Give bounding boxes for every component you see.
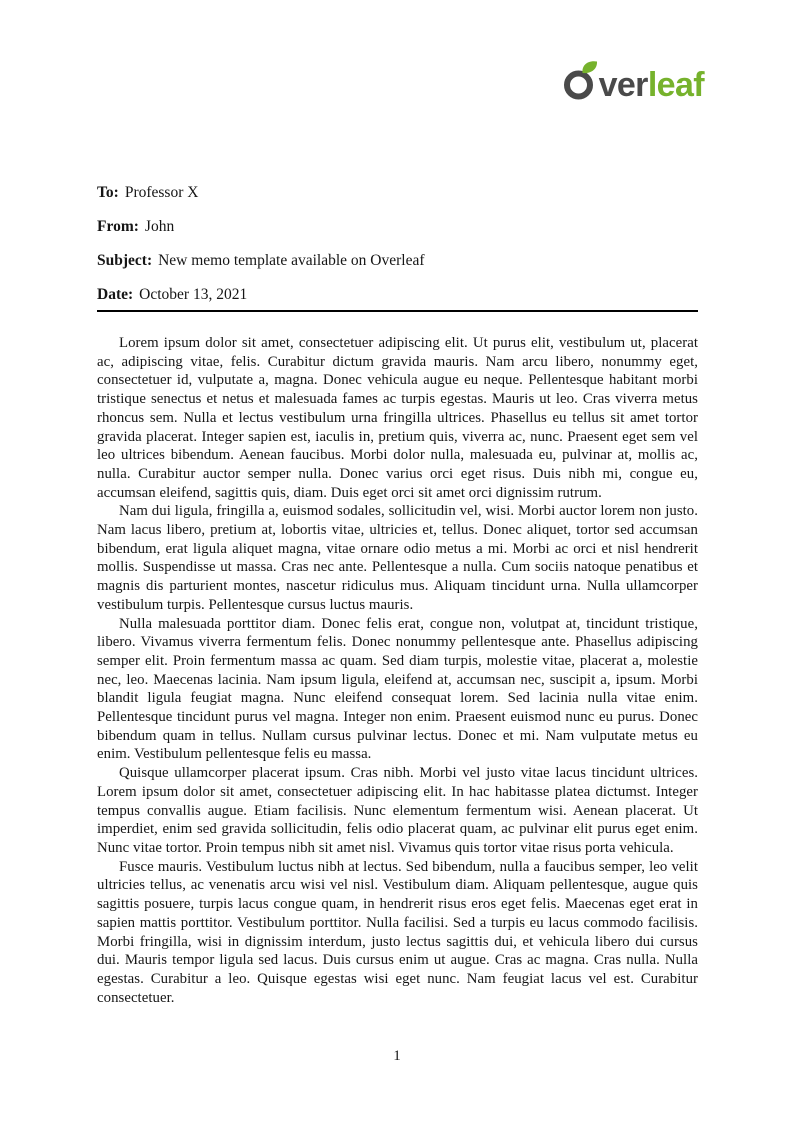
page-footer <box>0 1048 794 1065</box>
memo-field-label: Date: <box>97 286 134 303</box>
memo-field-label: Subject: <box>97 252 153 269</box>
logo-wordmark-dark: ver <box>598 66 648 104</box>
memo-field-subject <box>97 251 698 270</box>
body-paragraph: Quisque ullamcorper placerat ipsum. Cras nibh. Morbi vel justo vitae lacus tincidunt ultrices. Lorem ipsum dolor sit amet, consectetuer adipiscing elit. In hac habitasse platea dictumst. Integer tempus convallis augue. Etiam facilisis. Nunc elementum fermentum wisi. Aenean placerat. Ut imperdiet, enim sed gravida sollicitudin, felis odio placerat quam, ac pulvinar elit purus eget enim. Nunc vitae tortor. Proin tempus nibh sit amet nisl. Vivamus quis tortor vitae risus porta vehicula. <box>97 765 698 856</box>
memo-field-to <box>97 183 698 202</box>
body-paragraph: Nam dui ligula, fringilla a, euismod sodales, sollicitudin vel, wisi. Morbi auctor lorem non justo. Nam lacus libero, pretium at, lobortis vitae, ultricies et, tellus. Donec aliquet, tortor sed accumsan bibendum, erat ligula aliquet magna, vitae ornare odio metus a mi. Morbi ac orci et nisl hendrerit mollis. Suspendisse ut massa. Cras nec ante. Pellentesque a nulla. Cum sociis natoque penatibus et magnis dis parturient montes, nascetur ridiculus mus. Aliquam tincidunt urna. Nulla ullamcorper vestibulum turpis. Pellentesque cursus luctus mauris. <box>97 503 698 613</box>
overleaf-logo <box>561 60 704 104</box>
page-number: 1 <box>393 1048 401 1064</box>
body-paragraph: Lorem ipsum dolor sit amet, consectetuer adipiscing elit. Ut purus elit, vestibulum ut, placerat ac, adipiscing vitae, felis. Curabitur dictum gravida mauris. Nam arcu libero, nonummy eget, consectetuer id, vulputate a, magna. Donec vehicula augue eu neque. Pellentesque habitant morbi tristique senectus et netus et malesuada fames ac turpis egestas. Mauris ut leo. Cras viverra metus rhoncus sem. Nulla et lectus vestibulum urna fringilla ultrices. Phasellus eu tellus sit amet tortor gravida placerat. Integer sapien est, iaculis in, pretium quis, viverra ac, nunc. Praesent eget sem vel leo ultrices bibendum. Aenean faucibus. Morbi dolor nulla, malesuada eu, pulvinar at, mollis ac, nulla. Curabitur auctor semper nulla. Donec varius orci eget risus. Duis nibh mi, congue eu, accumsan eleifend, sagittis quis, diam. Duis eget orci sit amet orci dignissim rutrum. <box>97 335 698 501</box>
memo-field-date <box>97 285 698 304</box>
memo-header-fields <box>97 183 698 319</box>
body-paragraph: Nulla malesuada porttitor diam. Donec felis erat, congue non, volutpat at, tincidunt tristique, libero. Vivamus viverra fermentum felis. Donec nonummy pellentesque ante. Phasellus adipiscing semper elit. Proin fermentum massa ac quam. Sed diam turpis, molestie vitae, placerat a, molestie nec, leo. Maecenas lacinia. Nam ipsum ligula, eleifend at, accumsan nec, suscipit a, ipsum. Morbi blandit ligula feugiat magna. Nunc eleifend consequat lorem. Sed lacinia nulla vitae enim. Pellentesque tincidunt purus vel magna. Integer non enim. Praesent euismod nunc eu purus. Donec bibendum quam in tellus. Nullam cursus pulvinar lectus. Donec et mi. Nam vulputate metus eu enim. Vestibulum pellentesque felis eu massa. <box>97 615 698 763</box>
memo-field-value: October 13, 2021 <box>139 286 248 303</box>
memo-field-label: From: <box>97 218 139 235</box>
header-divider <box>97 310 698 312</box>
memo-field-label: To: <box>97 184 119 201</box>
memo-field-value: John <box>144 218 175 235</box>
body-paragraph: Fusce mauris. Vestibulum luctus nibh at lectus. Sed bibendum, nulla a faucibus semper, leo velit ultricies tellus, ac venenatis arcu wisi vel nisl. Vestibulum diam. Aliquam pellentesque, augue quis sagittis posuere, turpis lacus congue quam, in hendrerit risus eros eget felis. Maecenas eget erat in sapien mattis porttitor. Vestibulum porttitor. Nulla facilisi. Sed a turpis eu lacus commodo facilisis. Morbi fringilla, wisi in dignissim interdum, justo lectus sagittis dui, et vehicula libero dui cursus dui. Mauris tempor ligula sed lacus. Duis cursus enim ut augue. Cras ac magna. Cras nulla. Nulla egestas. Curabitur a leo. Quisque egestas wisi eget nunc. Nam feugiat lacus vel est. Curabitur consectetuer. <box>97 858 698 1006</box>
memo-body <box>97 334 698 1007</box>
memo-field-value: Professor X <box>124 184 199 201</box>
memo-field-value: New memo template available on Overleaf <box>158 252 425 269</box>
logo-wordmark-green: leaf <box>647 66 704 104</box>
memo-field-from <box>97 217 698 236</box>
overleaf-o-leaf-icon <box>561 60 599 104</box>
